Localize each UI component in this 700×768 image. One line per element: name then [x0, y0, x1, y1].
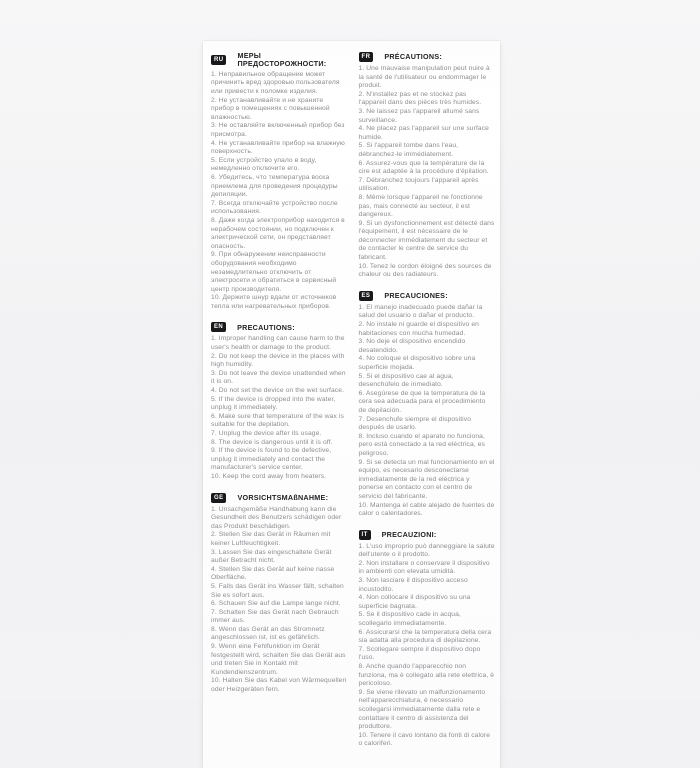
language-badge: EN [211, 322, 226, 332]
precaution-item: 3. No deje el dispositivo encendido desatendido. [358, 338, 466, 354]
section-title: МЕРЫ ПРЕДОСТОРОЖНОСТИ: [237, 51, 327, 68]
precaution-item: 3. Lassen Sie das eingeschaltete Gerät außer Betracht nicht. [211, 548, 332, 565]
precaution-item: 5. If the device is dropped into the water, unplug it immediately. [211, 395, 336, 412]
section-header [359, 52, 496, 62]
section-title: PRECAUCIONES: [384, 290, 448, 300]
precaution-item: 2. No instale ni guarde el dispositivo en habitaciones con mucha humedad. [358, 321, 479, 337]
precaution-item: 8. Même lorsque l'appareil ne fonctionne pas, mais connecté au secteur, il est dangereux. [358, 193, 483, 219]
precaution-item: 1. L'uso improprio può danneggiare la salute dell'utente o il prodotto. [358, 542, 495, 559]
precaution-item: 4. Не устанавливайте прибор на влажную поверхность. [211, 139, 345, 156]
precaution-item: 9. Wenn eine Fehlfunktion im Gerät festgestellt wird, schalten Sie das Gerät aus und treten Sie in Kontakt mit Kundendienszentrum. [211, 643, 346, 676]
section-header [211, 493, 348, 503]
precaution-item: 3. Не оставляйте включенный прибор без присмотра. [211, 122, 345, 138]
precaution-item: 6. Make sure that temperature of the wax is suitable for the depilation. [211, 412, 344, 429]
section-header [359, 291, 496, 301]
precaution-item: 1. Improper handling can cause harm to the user's health or damage to the product. [211, 335, 345, 352]
section-title: PRECAUZIONI: [381, 529, 437, 539]
precaution-item: 7. Desenchufe siempre el dispositivo después de usarlo. [358, 415, 472, 432]
section-header [211, 52, 348, 68]
precaution-item: 8. The device is dangerous until it is off. [211, 438, 333, 446]
precaution-item: 6. Assicurarsi che la temperatura della cera sia adatta alla procedura di depilazione. [358, 628, 492, 645]
precaution-item: 10. Tenere il cavo lontano da fonti di calore o caloriferi. [358, 731, 491, 748]
precaution-item: 7. Unplug the device after its usage. [211, 430, 322, 437]
precaution-item: 5. Si el dispositivo cae al agua, desenchúfelo de inmediato. [358, 372, 454, 389]
right-column [359, 52, 496, 760]
precaution-item: 7. Débranchez toujours l'appareil après utilisation. [358, 176, 479, 193]
language-badge: FR [359, 52, 374, 62]
precaution-item: 4. Do not set the device on the wet surface. [211, 387, 345, 395]
precaution-item: 1. Неправильное обращение может причинить вред здоровью пользователя или привести к поломке изделия. [211, 70, 340, 96]
precaution-item: 5. Si l'appareil tombe dans l'eau, débranchez-le immédiatement. [358, 142, 459, 158]
precaution-item: 5. Falls das Gerät ins Wasser fällt, schalten Sie es sofort aus. [211, 582, 344, 599]
precaution-item: 9. При обнаружении неисправности оборудования необходимо незамедлительно отключить от электросети и обратиться в сервисный центр производителя. [211, 251, 337, 293]
precaution-item: 9. Se viene rilevato un malfunzionamento nell'apparecchiatura, è necessario scollegarsi immediatamente dalla rete e contattare il centro di assistenza del produttore. [358, 688, 486, 731]
precaution-item: 9. Si se detecta un mal funcionamiento en el equipo, es necesario desconectarse inmediatamente de la red eléctrica y ponerse en contacto con el centro de servicio del fabricante. [358, 458, 495, 500]
precaution-item: 7. Schalten Sie das Gerät nach Gebrauch immer aus. [211, 608, 339, 625]
precaution-item: 9. If the device is found to be defective, unplug it immediately and contact the manufacturer's service center. [211, 447, 332, 472]
precaution-item: 6. Schauen Sie auf die Lampe lange nicht. [211, 600, 341, 608]
precaution-item: 5. Если устройство упало в воду, немедленно отключите его. [211, 156, 317, 173]
precaution-item: 4. Ne placez pas l'appareil sur une surface humide. [358, 125, 489, 141]
section-header [211, 322, 348, 332]
section-items [359, 543, 496, 749]
section-ge [211, 493, 348, 695]
language-badge: RU [211, 55, 226, 65]
precaution-item: 6. Assurez-vous que la température de la cire est adaptée à la procédure d'épilation. [358, 159, 489, 176]
precaution-item: 5. Se il dispositivo cade in acqua, scollegarlo immediatamente. [358, 611, 461, 628]
precaution-item: 7. Всегда отключайте устройство после использования. [211, 199, 338, 216]
precaution-item: 10. Держите шнур вдали от источников тепла или нагревательных приборов. [211, 294, 337, 310]
precaution-item: 2. N'installez pas et ne stockez pas l'appareil dans des pièces très humides. [358, 90, 482, 107]
section-fr [359, 52, 496, 280]
section-title: PRÉCAUTIONS: [384, 52, 443, 62]
precaution-item: 3. Ne laissez pas l'appareil allumé sans surveillance. [358, 107, 480, 124]
precaution-item: 2. Non installare o conservare il dispositivo in ambienti con elevata umidità. [358, 559, 490, 576]
precaution-item: 1. El manejo inadecuado puede dañar la salud del usuario o dañar el producto. [358, 303, 483, 320]
leaflet-card [203, 41, 500, 768]
section-title: VORSICHTSMAßNAHME: [237, 492, 329, 502]
precaution-item: 3. Do not leave the device unattended when it is on. [211, 369, 346, 386]
precaution-item: 9. Si un dysfonctionnement est détecté dans l'équipement, il est nécessaire de le déconnecter immédiatement du secteur et de contacter le centre de service du fabricant. [358, 219, 495, 262]
precaution-item: 6. Asegúrese de que la temperatura de la cera sea adecuada para el procedimiento de depilación. [358, 389, 486, 414]
section-items [359, 65, 496, 280]
precaution-item: 6. Убедитесь, что температура воска приемлема для проведения процедуры депиляции. [211, 173, 338, 199]
section-items [359, 304, 496, 519]
section-it [359, 530, 496, 749]
language-badge: ES [359, 291, 374, 301]
precaution-item: 8. Wenn das Gerät an das Stromnetz angeschlossen ist, ist es gefährlich. [211, 625, 325, 642]
section-en [211, 322, 348, 481]
section-items [211, 71, 348, 312]
precaution-item: 2. Do not keep the device in the places with high humidity. [211, 352, 345, 369]
precaution-item: 8. Даже когда электроприбор находится в нерабочем состоянии, но подключен к электрической сети, он представляет опасность. [211, 216, 345, 250]
precaution-item: 8. Anche quando l'apparecchio non funziona, ma è collegato alla rete elettrica, è pericoloso. [358, 663, 495, 688]
precaution-item: 3. Non lasciare il dispositivo acceso incustodito. [358, 577, 468, 593]
section-items [211, 506, 348, 695]
left-column [211, 52, 348, 760]
precaution-item: 4. Stellen Sie das Gerät auf keine nasse Oberfläche. [211, 565, 335, 582]
precaution-item: 10. Keep the cord away from heaters. [211, 472, 327, 480]
precaution-item: 2. Stellen Sie das Gerät in Räumen mit keiner Luftfeuchtigkeit. [211, 531, 331, 547]
precaution-item: 4. No coloque el dispositivo sobre una superficie mojada. [358, 355, 476, 371]
precaution-item: 8. Incluso cuando el aparato no funciona, pero está conectado a la red eléctrica, es peligroso. [358, 432, 486, 457]
precaution-item: 2. Не устанавливайте и не храните прибор в помещениях с повышенной влажностью. [211, 96, 330, 121]
precaution-item: 7. Scollegare sempre il dispositivo dopo l'uso. [358, 645, 481, 662]
section-es [359, 291, 496, 519]
section-items [211, 335, 348, 481]
section-title: PRECAUTIONS: [237, 322, 295, 332]
precaution-item: 1. Unsachgemäße Handhabung kann die Gesundheit des Benutzers schädigen oder das Produkt beschädigen. [211, 505, 342, 530]
language-badge: IT [359, 530, 371, 540]
precaution-item: 10. Halten Sie das Kabel von Wärmequellen oder Heizgeräten fern. [211, 677, 347, 694]
precaution-item: 10. Tenez le cordon éloigné des sources de chaleur ou des radiateurs. [358, 262, 492, 279]
section-ru [211, 52, 348, 311]
precaution-item: 1. Une mauvaise manipulation peut nuire à la santé de l'utilisateur ou endommager le produit. [358, 65, 490, 90]
language-badge: GE [211, 493, 226, 503]
precaution-item: 4. Non collocare il dispositivo su una superficie bagnata. [358, 594, 471, 610]
section-header [359, 530, 496, 540]
leaflet-content [211, 52, 495, 760]
precaution-item: 10. Mantenga el cable alejado de fuentes de calor o calentadores. [358, 501, 495, 518]
